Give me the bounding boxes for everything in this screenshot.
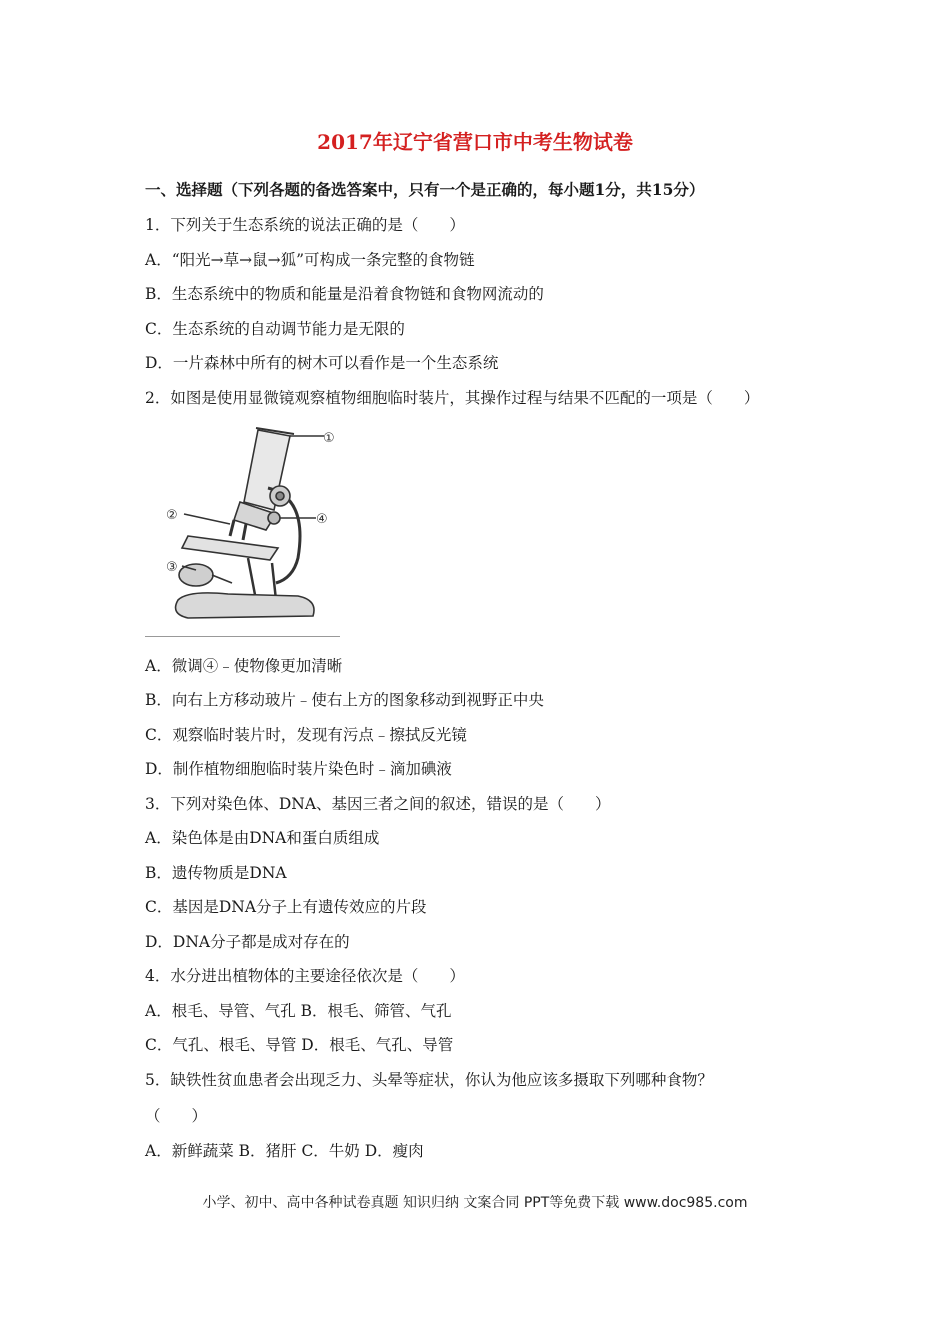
q3-option-a: A．染色体是由DNA和蛋白质组成	[145, 829, 380, 847]
question-5: 5．缺铁性贫血患者会出现乏力、头晕等症状，你认为他应该多摄取下列哪种食物？	[145, 1071, 713, 1089]
q2-option-d: D．制作植物细胞临时装片染色时﹣滴加碘液	[145, 760, 452, 778]
q3-option-b: B．遗传物质是DNA	[145, 864, 287, 882]
label-1: ①	[323, 431, 335, 446]
q3-option-d: D．DNA分子都是成对存在的	[145, 933, 350, 951]
label-3: ③	[166, 560, 178, 575]
q2-option-c: C．观察临时装片时，发现有污点﹣擦拭反光镜	[145, 726, 467, 744]
q2-option-b: B．向右上方移动玻片﹣使右上方的图象移动到视野正中央	[145, 691, 544, 709]
q3-option-c: C．基因是DNA分子上有遗传效应的片段	[145, 898, 427, 916]
question-5-bracket: （ ）	[145, 1107, 208, 1125]
q2-option-a: A．微调④﹣使物像更加清晰	[145, 657, 343, 675]
q4-options-ab: A．根毛、导管、气孔 B．根毛、筛管、气孔	[145, 1002, 452, 1020]
q5-options: A．新鲜蔬菜 B．猪肝 C．牛奶 D．瘦肉	[145, 1142, 424, 1160]
page-title: 2017年辽宁省营口市中考生物试卷	[317, 130, 633, 154]
section-heading: 一、选择题（下列各题的备选答案中，只有一个是正确的，每小题1分，共15分）	[145, 180, 705, 199]
question-2: 2．如图是使用显微镜观察植物细胞临时装片，其操作过程与结果不匹配的一项是（ ）	[145, 389, 760, 407]
question-1: 1．下列关于生态系统的说法正确的是（ ）	[145, 216, 465, 234]
q1-option-a: A．“阳光→草→鼠→狐”可构成一条完整的食物链	[145, 251, 475, 269]
label-2: ②	[166, 508, 178, 523]
page-footer: 小学、初中、高中各种试卷真题 知识归纳 文案合同 PPT等免费下载 www.doc985.com	[202, 1195, 748, 1211]
microscope-figure	[148, 418, 348, 628]
q1-option-d: D．一片森林中所有的树木可以看作是一个生态系统	[145, 354, 499, 372]
figure-divider	[145, 636, 340, 637]
question-3: 3．下列对染色体、DNA、基因三者之间的叙述，错误的是（ ）	[145, 795, 611, 813]
label-4: ④	[316, 512, 328, 527]
question-4: 4．水分进出植物体的主要途径依次是（ ）	[145, 967, 465, 985]
q1-option-c: C．生态系统的自动调节能力是无限的	[145, 320, 405, 338]
q1-option-b: B．生态系统中的物质和能量是沿着食物链和食物网流动的	[145, 285, 544, 303]
q4-options-cd: C．气孔、根毛、导管 D．根毛、气孔、导管	[145, 1036, 454, 1054]
